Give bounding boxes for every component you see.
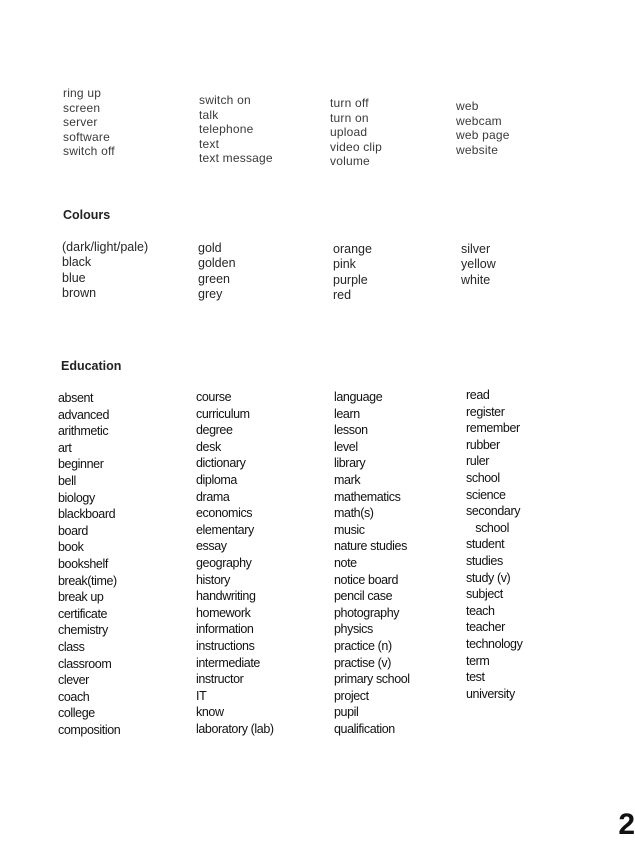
education-word: certificate bbox=[58, 606, 108, 621]
education-word: teach bbox=[466, 603, 495, 618]
tech-column-1 bbox=[63, 86, 115, 159]
education-word: secondary bbox=[466, 504, 521, 519]
colours-column-4 bbox=[461, 242, 496, 288]
colours-word: black bbox=[62, 255, 92, 270]
education-word: lesson bbox=[334, 423, 368, 438]
education-word: ruler bbox=[466, 454, 490, 469]
education-word: studies bbox=[466, 553, 503, 568]
education-word: art bbox=[58, 440, 72, 455]
education-word: note bbox=[334, 555, 357, 570]
tech-word: switch off bbox=[63, 144, 115, 159]
education-word: classroom bbox=[58, 656, 112, 671]
education-word: information bbox=[196, 622, 254, 637]
education-word: curriculum bbox=[196, 406, 250, 421]
education-word: subject bbox=[466, 587, 503, 602]
tech-word: turn off bbox=[330, 96, 369, 110]
education-word: degree bbox=[196, 423, 233, 438]
education-word: science bbox=[466, 487, 506, 502]
education-word: break(time) bbox=[58, 573, 117, 588]
education-word: test bbox=[466, 670, 485, 685]
education-word: read bbox=[466, 388, 490, 402]
tech-word: volume bbox=[330, 154, 370, 169]
education-word: university bbox=[466, 686, 515, 701]
education-word: bell bbox=[58, 473, 76, 488]
education-word: blackboard bbox=[58, 507, 116, 522]
education-word: clever bbox=[58, 673, 89, 688]
colours-column-2 bbox=[198, 241, 236, 302]
colours-word: silver bbox=[461, 242, 491, 256]
education-word: IT bbox=[196, 688, 207, 703]
colours-word: grey bbox=[198, 286, 223, 301]
tech-word: ring up bbox=[63, 86, 102, 100]
education-word: practice (n) bbox=[334, 638, 392, 653]
education-word: desk bbox=[196, 439, 221, 454]
tech-word: text message bbox=[199, 151, 273, 166]
education-word: board bbox=[58, 523, 88, 538]
education-word: term bbox=[466, 653, 490, 668]
education-word: instructor bbox=[196, 672, 244, 687]
colours-word: blue bbox=[62, 270, 86, 285]
education-word: economics bbox=[196, 506, 253, 521]
colours-word: pink bbox=[333, 257, 356, 272]
colours-word: golden bbox=[198, 256, 236, 271]
education-word: course bbox=[196, 390, 232, 404]
education-word: technology bbox=[466, 636, 523, 651]
education-word: know bbox=[196, 705, 224, 720]
education-word: pupil bbox=[334, 705, 359, 720]
education-word: college bbox=[58, 706, 95, 721]
education-word: chemistry bbox=[58, 623, 108, 638]
education-word: school bbox=[466, 520, 509, 535]
colours-word: yellow bbox=[461, 257, 496, 272]
education-word: register bbox=[466, 404, 505, 419]
education-column-4 bbox=[466, 387, 522, 702]
education-word: learn bbox=[334, 406, 360, 421]
tech-word: web page bbox=[456, 128, 510, 143]
education-word: teacher bbox=[466, 620, 505, 635]
education-word: practise (v) bbox=[334, 655, 392, 670]
colours-heading: Colours bbox=[63, 208, 111, 222]
tech-word: screen bbox=[63, 100, 101, 115]
colours-word: orange bbox=[333, 242, 372, 256]
education-word: nature studies bbox=[334, 539, 407, 554]
education-word: photography bbox=[334, 605, 400, 620]
education-word: arithmetic bbox=[58, 424, 109, 439]
education-word: project bbox=[334, 688, 369, 703]
education-word: mark bbox=[334, 472, 361, 487]
tech-word: website bbox=[456, 142, 499, 157]
education-word: advanced bbox=[58, 407, 110, 422]
education-word: student bbox=[466, 537, 505, 552]
education-word: handwriting bbox=[196, 589, 256, 604]
tech-column-2 bbox=[199, 93, 273, 166]
education-column-2 bbox=[196, 389, 274, 737]
tech-column-4 bbox=[456, 99, 510, 157]
education-word: math(s) bbox=[334, 506, 374, 521]
education-word: class bbox=[58, 639, 85, 654]
colours-word: white bbox=[461, 272, 491, 287]
colours-word: gold bbox=[198, 241, 222, 255]
tech-word: webcam bbox=[456, 113, 502, 128]
tech-word: server bbox=[63, 115, 98, 130]
education-word: absent bbox=[58, 391, 94, 405]
education-column-3 bbox=[334, 389, 410, 737]
tech-word: turn on bbox=[330, 110, 369, 125]
education-word: physics bbox=[334, 622, 373, 637]
colours-word: (dark/light/pale) bbox=[62, 240, 149, 254]
tech-word: switch on bbox=[199, 93, 251, 107]
education-word: beginner bbox=[58, 457, 104, 472]
education-word: language bbox=[334, 390, 383, 404]
tech-word: telephone bbox=[199, 122, 254, 137]
education-word: bookshelf bbox=[58, 556, 108, 571]
colours-word: green bbox=[198, 271, 230, 286]
education-word: composition bbox=[58, 722, 121, 737]
tech-word: text bbox=[199, 136, 220, 151]
education-word: mathematics bbox=[334, 489, 401, 504]
education-word: level bbox=[334, 439, 358, 454]
education-word: notice board bbox=[334, 572, 398, 587]
education-word: remember bbox=[466, 421, 520, 436]
education-word: essay bbox=[196, 539, 227, 554]
education-word: intermediate bbox=[196, 655, 260, 670]
page-number: 2 bbox=[618, 808, 635, 841]
education-word: library bbox=[334, 456, 366, 471]
education-word: laboratory (lab) bbox=[196, 721, 274, 736]
colours-column-1 bbox=[62, 240, 148, 301]
tech-word: video clip bbox=[330, 139, 383, 154]
education-word: drama bbox=[196, 489, 230, 504]
education-word: music bbox=[334, 522, 365, 537]
education-word: instructions bbox=[196, 638, 255, 653]
education-word: qualification bbox=[334, 721, 395, 736]
education-word: biology bbox=[58, 490, 95, 505]
education-word: primary school bbox=[334, 672, 410, 687]
tech-column-3 bbox=[330, 96, 382, 169]
colours-word: purple bbox=[333, 272, 368, 287]
education-word: rubber bbox=[466, 437, 500, 452]
education-word: book bbox=[58, 540, 84, 555]
tech-word: talk bbox=[199, 107, 219, 122]
education-word: break up bbox=[58, 590, 104, 605]
tech-word: software bbox=[63, 129, 110, 144]
education-word: homework bbox=[196, 605, 251, 620]
colours-word: red bbox=[333, 287, 352, 302]
education-word: elementary bbox=[196, 522, 254, 537]
education-word: coach bbox=[58, 689, 90, 704]
education-word: pencil case bbox=[334, 589, 393, 604]
education-column-1 bbox=[58, 390, 120, 738]
tech-word: web bbox=[456, 99, 479, 113]
education-word: school bbox=[466, 470, 500, 485]
education-word: history bbox=[196, 572, 231, 587]
education-heading: Education bbox=[61, 359, 122, 373]
tech-word: upload bbox=[330, 125, 368, 140]
education-word: study (v) bbox=[466, 570, 511, 585]
education-word: geography bbox=[196, 555, 252, 570]
colours-word: brown bbox=[62, 285, 97, 300]
colours-column-3 bbox=[333, 242, 372, 303]
education-word: diploma bbox=[196, 472, 237, 487]
education-word: dictionary bbox=[196, 456, 246, 471]
